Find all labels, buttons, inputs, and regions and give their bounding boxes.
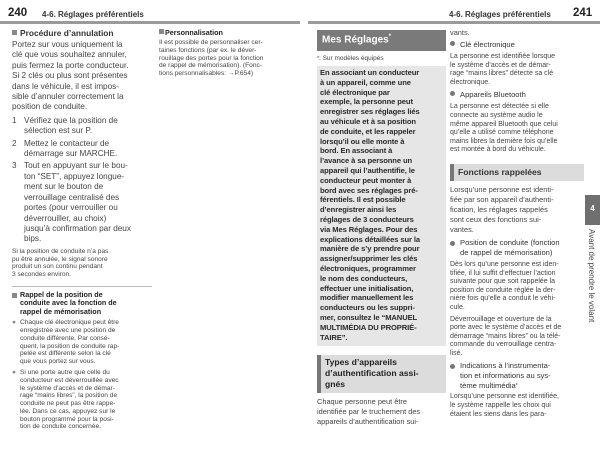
step-number: 3 [12, 161, 17, 171]
bullet-icon [450, 41, 455, 46]
step-3 [12, 161, 152, 244]
step-2 [12, 139, 152, 160]
bullet-icon [450, 91, 455, 96]
bullet-label: Position de conduite (fonction de rappel de mémorisation) [460, 237, 560, 257]
types-heading: Types d’appareils d’authentification assi- gnés [317, 355, 446, 392]
unlock-text: Déverrouillage et ouverture de la porte avec le système d’accès et de démarrage “mains libres” ou la télé- commande du verrouillage centra- lisé. [450, 315, 562, 357]
footnote-text: : Sur modèles équipés [318, 55, 384, 62]
recall-heading-text: Rappel de la position de conduite avec la fonction de rappel de mémorisation [20, 289, 117, 316]
cle-text: La personne est identifiée lorsque le système d’accès et de démar- rage “mains libres” détecte sa clé électronique. [450, 53, 556, 86]
step-number: 1 [12, 115, 17, 125]
cancel-note: Si la position de conduite n’a pas pu être annulée, le signal sonore produit un son continu pendant 3 secondes environ. [12, 247, 109, 279]
bullet-bluetooth [450, 90, 584, 100]
section-heading: Personnalisation [165, 28, 223, 37]
step-number: 2 [12, 138, 17, 148]
position-text: Dès lors qu’une personne est iden- tifiée, il lui suffit d’effectuer l’action suivante pour que soit rappelée la position de conduite réglée la der- nière fois qu’elle a conduit le véhi- cule. [450, 260, 559, 311]
intro-box: En associant un conducteur à un appareil, comme une clé électronique par exemple, la personne peut enregistrer ses réglages liés au véhicule et à sa position de conduite, et les rappeler lorsqu’il ou elle monte à bord. En associant à l’avance à sa personne un appareil qui l’authentifie, le conducteur peut monter à bord avec ses réglages pré- férentiels. Il est possible d’enregistrer ainsi les réglages de 3 conducteurs via Mes Réglages. Pour des explications détaillées sur la manière de s’y prendre pour assigner/supprimer les clés électroniques, programmer le nom des conducteurs, effectuer une initialisation, modifier manuellement les conducteurs ou les suppri- mer, consultez le “MANUEL MULTIMÉDIA DU PROPRIÉ- TAIRE”. [317, 66, 446, 346]
recall-heading [12, 291, 152, 316]
step-text: Tout en appuyant sur le bou- ton “SET”, appuyez longue- ment sur le bouton de verrouillage centralisé des portes (pour verrouiller ou déverrouiller, au choix) jusqu’à confirmation par deux bips. [24, 161, 131, 244]
fonctions-rappelees-heading: Fonctions rappelées [450, 164, 584, 181]
bullet-label: Clé électronique [460, 40, 515, 49]
header-rule-left [0, 21, 300, 24]
list-item [12, 319, 152, 366]
bullet-icon: ● [12, 319, 16, 327]
section-title-left: 4-6. Réglages préférentiels [42, 10, 144, 19]
personalisation-section [159, 28, 304, 78]
page-number-left: 240 [8, 7, 28, 19]
cancel-procedure-section [12, 28, 152, 434]
page-number-right: 241 [573, 7, 593, 19]
right-column [450, 28, 584, 419]
step-text: Vérifiez que la position de sélection est sur P. [24, 115, 118, 136]
step-text: Mettez le contacteur de démarrage sur MARCHE. [24, 138, 118, 159]
header-rule-right [308, 21, 600, 24]
continued-text: vants. [450, 28, 470, 37]
list-item [12, 369, 152, 431]
footnote-mark: * [515, 383, 518, 390]
section-heading: Procédure d’annulation [20, 28, 114, 38]
list-item-text: Chaque clé électronique peut être enregistrée avec une position de conduite différente. Par consé- quent, la position de conduite rap- pelée est différente selon la clé que vous portez sur vous. [20, 319, 120, 366]
indications-text: Lorsqu’une personne est identifiée, le système rappelle les choix qui étaient les siens dans les para- [450, 393, 559, 418]
mes-reglages-section [317, 30, 446, 427]
title-text: Mes Réglages [322, 34, 389, 46]
types-text: Chaque personne peut être identifiée par le truchement des appareils d’authentification sui- [317, 396, 421, 426]
bullet-icon [450, 364, 455, 369]
bullet-position-conduite [450, 238, 584, 258]
bullet-icon: ● [12, 368, 16, 376]
bullet-indications [450, 361, 584, 391]
bullet-label: Indications à l’instrumenta- tion et informations au sys- tème multimédia [460, 361, 551, 391]
chapter-tab[interactable]: 4 [585, 195, 600, 225]
section-title-right: 4-6. Réglages préférentiels [449, 10, 551, 19]
square-bullet-icon [12, 30, 17, 35]
bullet-icon [450, 241, 455, 246]
bullet-cle-electronique [450, 40, 584, 50]
fonctions-text: Lorsqu’une personne est identi- fiée par son appareil d’authenti- fication, les réglages rappelés sont ceux des fonctions sui- vantes. [450, 184, 554, 234]
personalisation-text: Il est possible de personnaliser cer- taines fonctions (par ex. le déver- rouillage des portes pour la fonction de rappel de mémorisation). (Fonc- tions personnalisables: →P.654) [159, 39, 264, 78]
bullet-label: Appareils Bluetooth [460, 90, 526, 100]
bluetooth-text: La personne est détectée si elle connecte au système audio le même appareil Bluetooth que celui qu’elle a utilisé comme téléphone mains libres la dernière fois qu’elle est montée à bord du véhicule. [450, 103, 558, 154]
list-item-text: Si une porte autre que celle du conducteur est déverrouillée avec le système d’accès et de démar- rage “mains libres”, la position de conduite ne peut pas être rappe- lée. Dans ce cas, appuyez sur le bouton programmé pour la posi- tion de conduite concernée. [20, 368, 119, 431]
square-bullet-icon [159, 29, 164, 34]
footnote-mark: * [388, 34, 392, 40]
footnote [317, 55, 446, 63]
square-bullet-icon [12, 293, 17, 298]
intro-text: Portez sur vous uniquement la clé que vous souhaitez annuler, puis fermez la porte conducteur. Si 2 clés ou plus sont présentes dans le véhicule, il est impos- sible d’annuler correctement la position de conduite. [12, 40, 129, 112]
divider [12, 286, 152, 287]
chapter-tab-label: Avant de prendre le volant [587, 229, 596, 323]
mes-reglages-title [317, 30, 446, 51]
footnote-mark: * [317, 56, 319, 62]
step-1 [12, 116, 152, 137]
